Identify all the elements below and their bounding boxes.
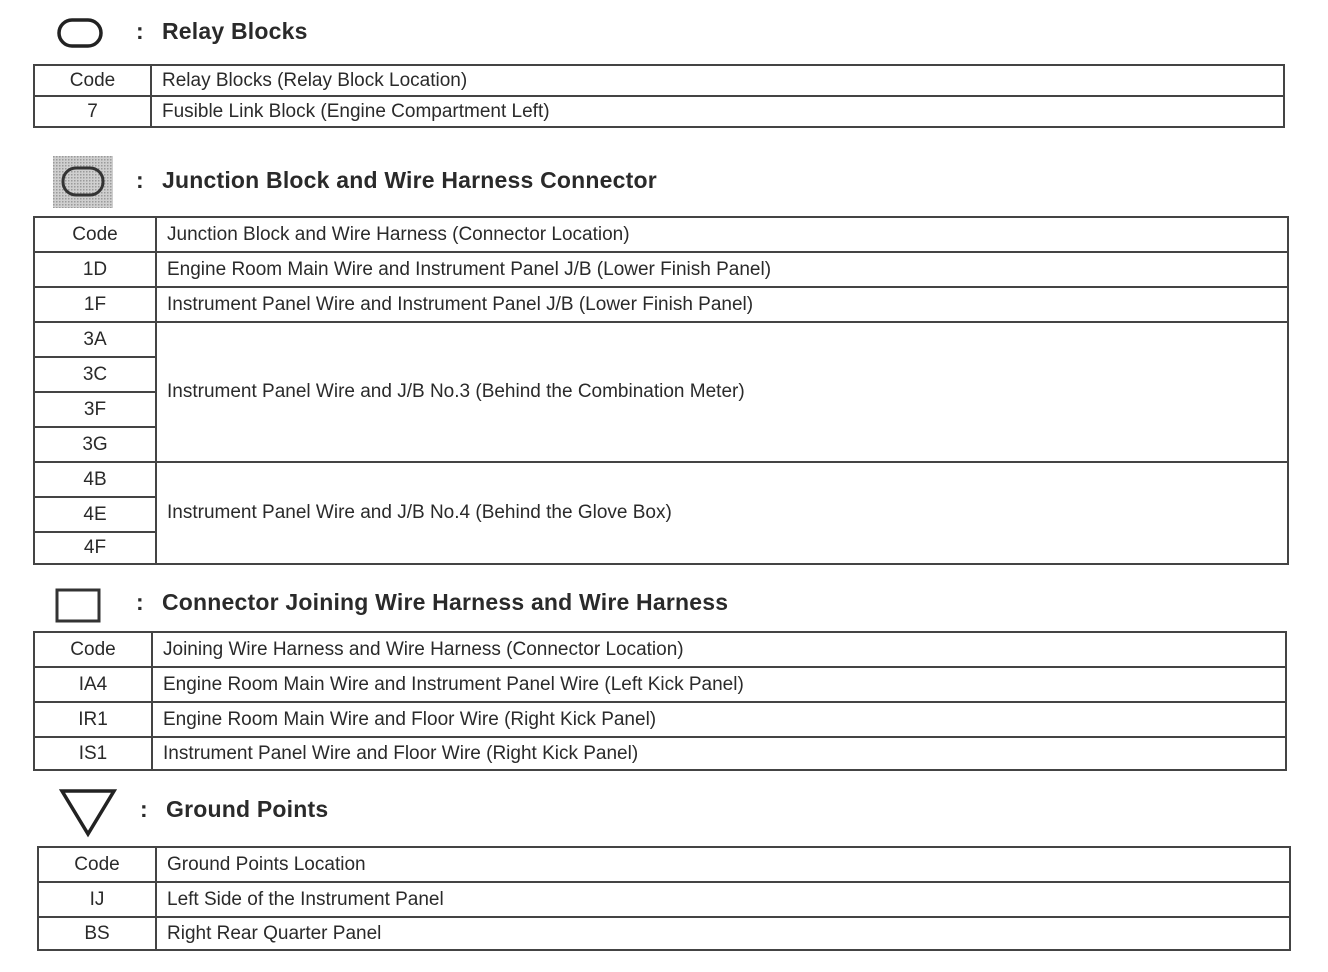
desc-cell: Engine Room Main Wire and Instrument Panel Wire (Left Kick Panel)	[152, 667, 1286, 702]
section-title: Connector Joining Wire Harness and Wire Harness	[162, 589, 729, 615]
code-cell: 7	[34, 96, 151, 127]
code-header: Code	[34, 65, 151, 96]
code-cell: 4B	[34, 462, 156, 497]
table-row	[34, 667, 1286, 702]
table-row	[34, 702, 1286, 737]
desc-cell: Instrument Panel Wire and J/B No.3 (Behind the Combination Meter)	[156, 322, 1288, 462]
desc-cell: Instrument Panel Wire and Instrument Panel J/B (Lower Finish Panel)	[156, 287, 1288, 322]
desc-cell: Instrument Panel Wire and J/B No.4 (Behind the Glove Box)	[156, 462, 1288, 564]
desc-header: Ground Points Location	[156, 847, 1290, 882]
section-colon: :	[136, 167, 144, 193]
relay-blocks-table	[33, 64, 1285, 128]
inverted-triangle-icon	[58, 786, 118, 838]
connector-joining-table	[33, 631, 1287, 771]
section-colon: :	[140, 796, 148, 822]
desc-cell: Instrument Panel Wire and Floor Wire (Right Kick Panel)	[152, 737, 1286, 770]
code-cell: IA4	[34, 667, 152, 702]
desc-header: Relay Blocks (Relay Block Location)	[151, 65, 1284, 96]
code-cell: IS1	[34, 737, 152, 770]
code-header: Code	[38, 847, 156, 882]
code-cell: IR1	[34, 702, 152, 737]
section-title: Ground Points	[166, 796, 329, 822]
code-cell: 1D	[34, 252, 156, 287]
table-header-row	[34, 632, 1286, 667]
table-row	[34, 252, 1288, 287]
table-header-row	[34, 65, 1284, 96]
table-row	[38, 917, 1290, 950]
table-row	[34, 322, 1288, 357]
table-row	[34, 737, 1286, 770]
table-row	[34, 462, 1288, 497]
section-colon: :	[136, 589, 144, 615]
section-title: Relay Blocks	[162, 18, 308, 44]
junction-block-table	[33, 216, 1289, 565]
desc-cell: Engine Room Main Wire and Instrument Panel J/B (Lower Finish Panel)	[156, 252, 1288, 287]
code-header: Code	[34, 217, 156, 252]
table-header-row	[38, 847, 1290, 882]
code-cell: 1F	[34, 287, 156, 322]
desc-cell: Right Rear Quarter Panel	[156, 917, 1290, 950]
section-colon: :	[136, 18, 144, 44]
rounded-rect-icon	[56, 16, 104, 50]
code-cell: 3A	[34, 322, 156, 357]
table-row	[34, 287, 1288, 322]
code-cell: 3G	[34, 427, 156, 462]
code-cell: BS	[38, 917, 156, 950]
desc-cell: Left Side of the Instrument Panel	[156, 882, 1290, 917]
section-title: Junction Block and Wire Harness Connector	[162, 167, 657, 193]
code-cell: 3C	[34, 357, 156, 392]
desc-header: Junction Block and Wire Harness (Connector Location)	[156, 217, 1288, 252]
table-row	[38, 882, 1290, 917]
code-cell: 3F	[34, 392, 156, 427]
ground-points-table	[37, 846, 1291, 951]
code-header: Code	[34, 632, 152, 667]
table-header-row	[34, 217, 1288, 252]
code-cell: 4E	[34, 497, 156, 532]
shaded-rounded-rect-icon	[53, 156, 113, 208]
code-cell: IJ	[38, 882, 156, 917]
square-icon	[55, 588, 101, 624]
desc-cell: Fusible Link Block (Engine Compartment Left)	[151, 96, 1284, 127]
desc-header: Joining Wire Harness and Wire Harness (Connector Location)	[152, 632, 1286, 667]
desc-cell: Engine Room Main Wire and Floor Wire (Right Kick Panel)	[152, 702, 1286, 737]
code-cell: 4F	[34, 532, 156, 564]
table-row	[34, 96, 1284, 127]
